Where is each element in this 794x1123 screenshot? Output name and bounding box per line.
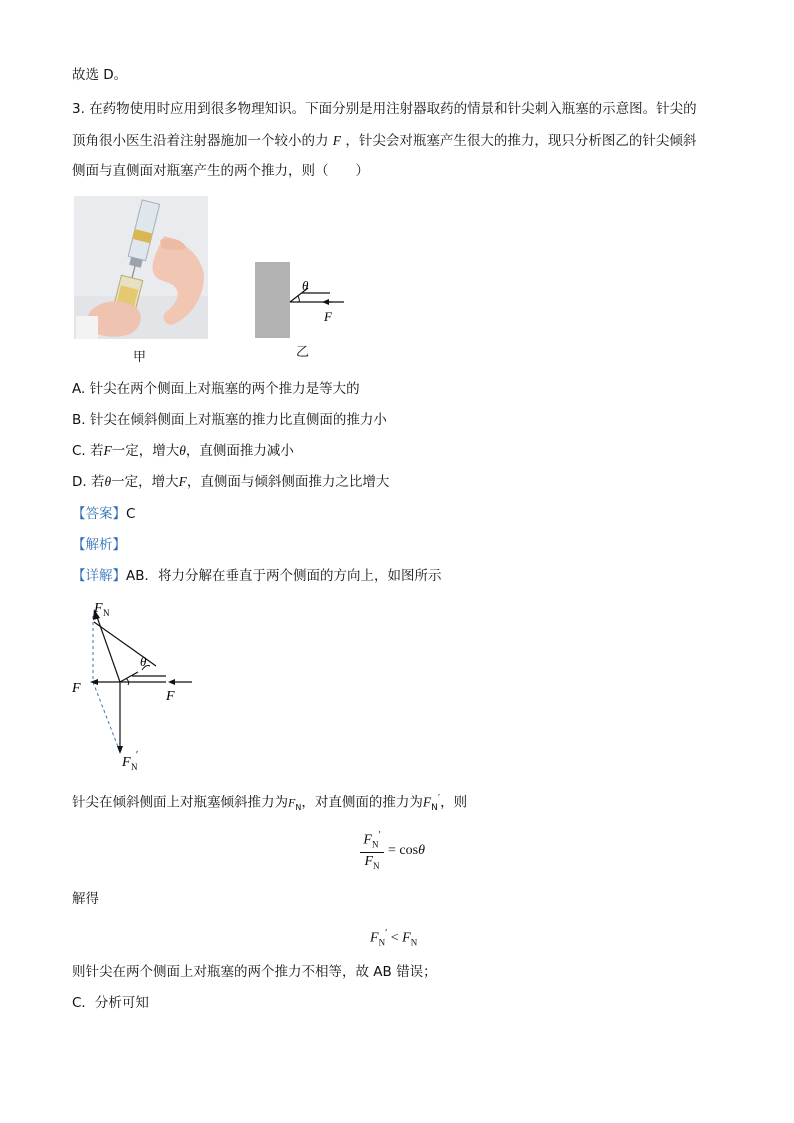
s1-fnp: F xyxy=(422,794,432,810)
eq1-rhs: = cos xyxy=(388,843,419,858)
option-d-mid: 一定，增大 xyxy=(111,474,179,490)
option-c xyxy=(72,442,294,460)
question-text-1: 在药物使用时应用到很多物理知识。下面分别是用注射器取药的情景和针尖刺入瓶塞的示意图。针尖的 xyxy=(89,101,697,117)
eq2-prime: ′ xyxy=(385,928,388,939)
fn-prime-sub: N xyxy=(131,762,138,772)
diagram-theta: θ xyxy=(140,654,147,669)
option-b: B. 针尖在倾斜侧面上对瓶塞的推力比直侧面的推力小 xyxy=(72,412,387,428)
fn-sub: N xyxy=(103,608,110,618)
question-stem-line2 xyxy=(72,132,696,150)
option-c-theta: θ xyxy=(179,443,186,458)
eq1-theta: θ xyxy=(418,843,425,858)
option-d xyxy=(72,473,389,491)
f-right-label: F xyxy=(166,689,175,704)
s1-fnp-sub: N xyxy=(431,803,438,814)
option-d-suffix: ，直侧面与倾斜侧面推力之比增大 xyxy=(186,474,390,490)
option-d-prefix: D. 若 xyxy=(72,474,105,490)
prev-conclusion: 故选 D。 xyxy=(72,67,128,83)
answer-value: C xyxy=(126,506,136,522)
s1-text-a: 针尖在倾斜侧面上对瓶塞倾斜推力为 xyxy=(72,794,288,811)
option-c-mid: 一定，增大 xyxy=(111,443,180,459)
force-symbol: F xyxy=(332,133,342,148)
eq1-num-prime: ′ xyxy=(378,830,381,841)
option-d-force: F xyxy=(178,474,187,489)
equation-ratio xyxy=(360,830,480,880)
option-a: A. 针尖在两个侧面上对瓶塞的两个推力是等大的 xyxy=(72,381,360,397)
s1-prime: ′ xyxy=(437,793,441,804)
figure-yi-caption: 乙 xyxy=(296,345,310,360)
s1-fn: F xyxy=(288,795,296,810)
option-c-prefix: C. 若 xyxy=(72,443,104,459)
option-d-theta: θ xyxy=(104,474,112,489)
question-text-2a: 顶角很小医生沿着注射器施加一个较小的力 xyxy=(72,133,329,149)
question-text-2b: ，针尖会对瓶塞产生很大的推力，现只分析图乙的针尖倾斜 xyxy=(345,133,697,149)
force-decomposition-diagram xyxy=(66,596,206,776)
option-c-force: F xyxy=(103,443,112,458)
eq2-right: F xyxy=(402,930,411,946)
s1-fn-sub: N xyxy=(295,803,302,813)
eq1-den-sub: N xyxy=(373,860,380,871)
fraction-bar xyxy=(360,852,384,853)
fn-prime-mark: ′ xyxy=(136,750,139,761)
detail-text: AB．将力分解在垂直于两个侧面的方向上，如图所示 xyxy=(126,568,442,584)
body-sentence-1 xyxy=(72,790,467,817)
solve-label: 解得 xyxy=(72,891,99,907)
theta-label: θ xyxy=(302,278,309,293)
question-stem-line1 xyxy=(72,100,697,118)
analysis-label: 【解析】 xyxy=(72,537,126,553)
eq2-right-sub: N xyxy=(410,937,418,948)
analysis-heading xyxy=(72,536,126,554)
body-sentence-3: C．分析可知 xyxy=(72,995,149,1011)
eq2-left-sub: N xyxy=(378,937,386,948)
f-left-label: F xyxy=(72,681,81,696)
answer-label: 【答案】 xyxy=(72,506,126,522)
detail-line xyxy=(72,567,442,585)
needle-tip-diagram xyxy=(250,258,360,340)
detail-label: 【详解】 xyxy=(72,568,126,584)
stopper-block xyxy=(255,262,290,338)
option-c-suffix: ，直侧面推力减小 xyxy=(185,443,294,459)
eq2-operator: < xyxy=(390,930,399,946)
equation-inequality xyxy=(370,928,417,947)
eq1-denominator: F xyxy=(364,854,374,869)
eq1-numerator: F xyxy=(363,832,372,848)
question-number: 3. xyxy=(72,101,85,117)
eq2-left: F xyxy=(370,930,379,946)
fn-label: F xyxy=(94,601,103,616)
figure-jia-caption: 甲 xyxy=(133,350,147,365)
answer-line xyxy=(72,505,135,523)
body-sentence-2: 则针尖在两个侧面上对瓶塞的两个推力不相等，故 AB 错误； xyxy=(72,964,437,980)
s1-text-b: ，对直侧面的推力为 xyxy=(301,794,423,811)
fn-prime-label: F xyxy=(122,755,131,770)
syringe-photo xyxy=(74,196,208,339)
s1-text-c: ，则 xyxy=(440,794,468,811)
question-stem-line3: 侧面与直侧面对瓶塞产生的两个推力，则（ ） xyxy=(72,163,369,179)
force-F-label: F xyxy=(324,309,332,324)
eq1-num-sub: N xyxy=(371,839,379,850)
